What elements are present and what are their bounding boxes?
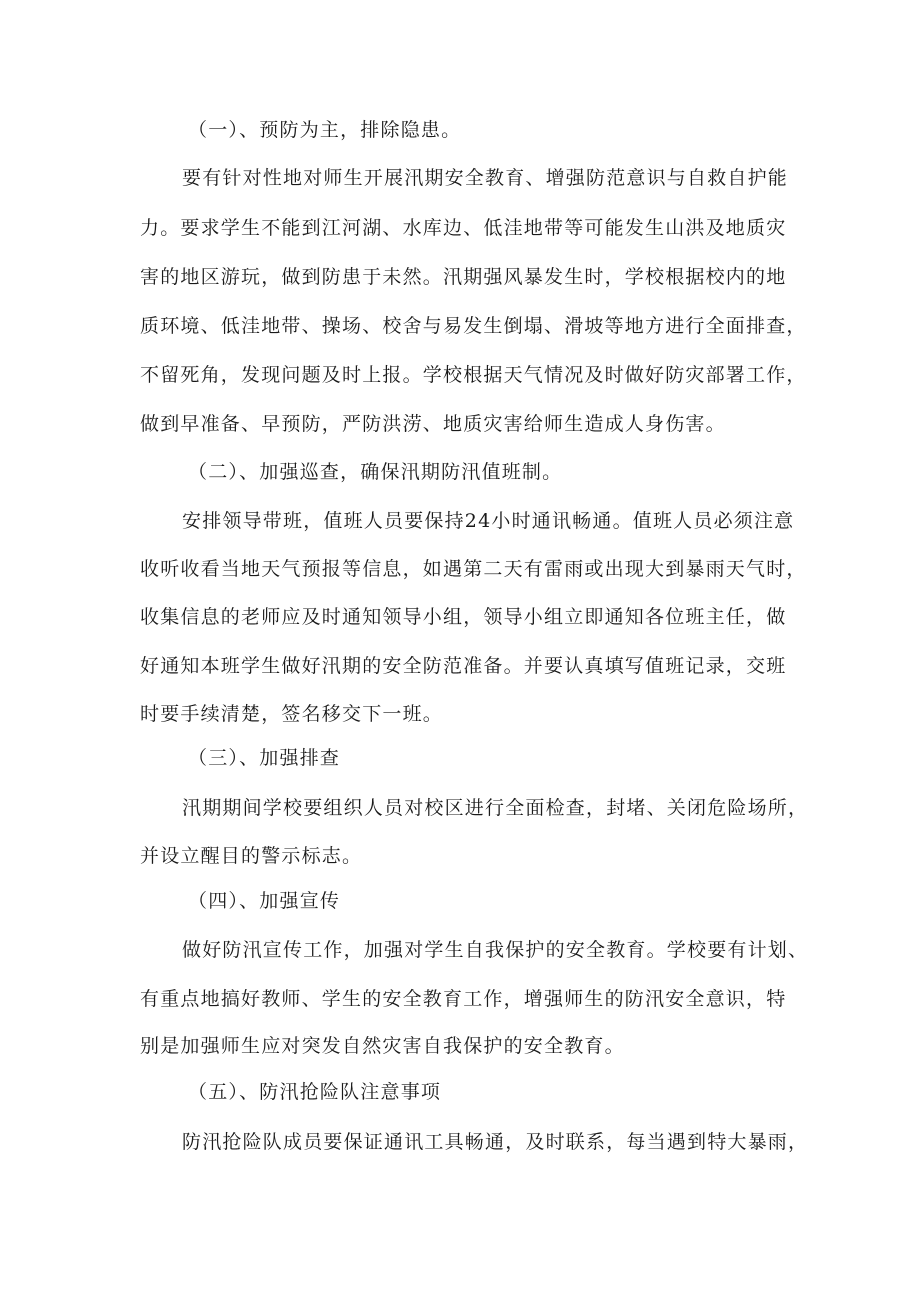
paragraph-line: 害的地区游玩，做到防患于未然。汛期强风暴发生时，学校根据校内的地 (140, 266, 787, 288)
paragraph-line: 别是加强师生应对突发自然灾害自我保护的安全教育。 (140, 1035, 625, 1057)
paragraph-line: 有重点地搞好教师、学生的安全教育工作，增强师生的防汛安全意识，特 (140, 988, 787, 1010)
paragraph-line: 汛期期间学校要组织人员对校区进行全面检查，封堵、关闭危险场所， (182, 797, 809, 819)
paragraph-line: 要有针对性地对师生开展汛期安全教育、增强防范意识与自救自护能 (182, 167, 789, 189)
paragraph-line: 不留死角，发现问题及时上报。学校根据天气情况及时做好防灾部署工作， (140, 364, 807, 386)
paragraph-line: 力。要求学生不能到江河湖、水库边、低洼地带等可能发生山洪及地质灾 (140, 217, 787, 239)
paragraph-line: 做到早准备、早预防，严防洪涝、地质灾害给师生造成人身伤害。 (140, 413, 726, 435)
section-heading-3: （三）、加强排查 (188, 747, 341, 769)
paragraph-line: 防汛抢险队成员要保证通讯工具畅通，及时联系，每当遇到特大暴雨， (182, 1131, 809, 1153)
paragraph-line: 质环境、低洼地带、操场、校舍与易发生倒塌、滑坡等地方进行全面排查， (140, 315, 807, 337)
section-heading-2: （二）、加强巡查，确保汛期防汛值班制。 (188, 461, 563, 483)
paragraph-line: 收集信息的老师应及时通知领导小组，领导小组立即通知各位班主任，做 (140, 606, 787, 628)
section-heading-1: （一）、预防为主，排除隐患。 (188, 119, 462, 141)
paragraph-line: 安排领导带班，值班人员要保持24小时通讯畅通。值班人员必须注意 (182, 510, 795, 532)
paragraph-line: 时要手续清楚，签名移交下一班。 (140, 703, 444, 725)
paragraph-line: 做好防汛宣传工作，加强对学生自我保护的安全教育。学校要有计划、 (182, 939, 809, 961)
section-heading-4: （四）、加强宣传 (188, 890, 341, 912)
paragraph-line: 并设立醒目的警示标志。 (140, 845, 363, 867)
paragraph-line: 收听收看当地天气预报等信息，如遇第二天有雷雨或出现大到暴雨天气时， (140, 558, 807, 580)
section-heading-5: （五）、防汛抢险队注意事项 (188, 1081, 442, 1103)
paragraph-line: 好通知本班学生做好汛期的安全防范准备。并要认真填写值班记录，交班 (140, 655, 787, 677)
